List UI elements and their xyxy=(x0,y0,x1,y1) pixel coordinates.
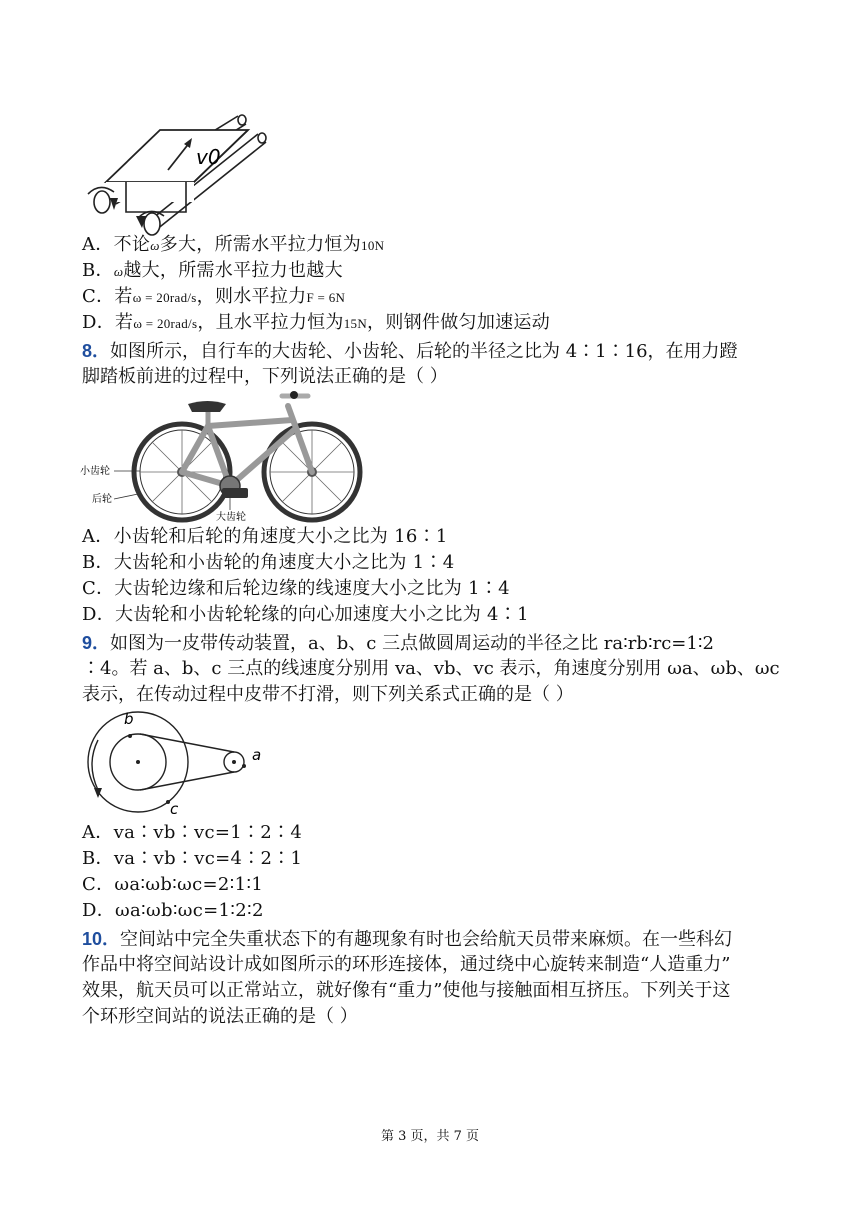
rollers-figure xyxy=(88,112,258,232)
option-letter: B． xyxy=(82,260,114,281)
big-gear-label: 大齿轮 xyxy=(216,512,246,523)
option-value: F = 6N xyxy=(306,290,346,305)
option-letter: A． xyxy=(82,234,114,255)
option-text: 不论 xyxy=(113,234,151,255)
q8-stem-line2: 脚踏板前进的过程中，下列说法正确的是（ ） xyxy=(82,366,448,387)
q9-stem-line3: 表示，在传动过程中皮带不打滑，则下列关系式正确的是（ ） xyxy=(82,684,574,705)
question-number: 9． xyxy=(82,633,111,653)
point-a-label: a xyxy=(252,746,262,764)
bicycle-figure xyxy=(80,390,350,522)
option-symbol: ω = 20rad/s xyxy=(132,290,197,305)
q8-option-d[interactable]: D．大齿轮和小齿轮轮缘的向心加速度大小之比为 4∶1 xyxy=(82,604,529,625)
option-value: 15N xyxy=(343,316,368,331)
option-text: ，则钢件做匀加速运动 xyxy=(367,312,551,333)
question-number: 10． xyxy=(82,929,121,949)
stem-text: 如图所示，自行车的大齿轮、小齿轮、后轮的半径之比为 4∶1∶16，在用力蹬 xyxy=(110,341,738,362)
option-text: 越大，所需水平拉力也越大 xyxy=(123,260,343,281)
q7-option-c[interactable] xyxy=(82,284,345,311)
option-letter: C． xyxy=(82,286,115,307)
option-text: 多大，所需水平拉力恒为 xyxy=(159,234,362,255)
option-symbol: ω xyxy=(113,264,124,279)
option-text: ，则水平拉力 xyxy=(196,286,307,307)
q9-stem-line1 xyxy=(82,630,714,657)
rear-wheel-label: 后轮 xyxy=(92,494,112,505)
stem-text: 如图为一皮带传动装置，a、b、c 三点做圆周运动的半径之比 ra∶rb∶rc=1∶2 xyxy=(110,633,714,654)
question-number: 8． xyxy=(82,341,111,361)
q8-option-a[interactable]: A．小齿轮和后轮的角速度大小之比为 16∶1 xyxy=(82,526,448,547)
q9-option-c[interactable]: C．ωa∶ωb∶ωc=2∶1∶1 xyxy=(82,874,264,895)
q10-stem-line2: 作品中将空间站设计成如图所示的环形连接体，通过绕中心旋转来制造“人造重力” xyxy=(82,954,731,975)
option-text: ，且水平拉力恒为 xyxy=(197,312,344,333)
option-letter: D． xyxy=(82,312,116,333)
option-symbol: ω xyxy=(150,238,160,253)
q9-option-b[interactable]: B．va∶vb∶vc=4∶2∶1 xyxy=(82,848,303,869)
q7-option-b[interactable] xyxy=(82,258,343,285)
q9-option-d[interactable]: D．ωa∶ωb∶ωc=1∶2∶2 xyxy=(82,900,264,921)
q9-option-a[interactable]: A．va∶vb∶vc=1∶2∶4 xyxy=(82,822,303,843)
stem-text: 空间站中完全失重状态下的有趣现象有时也会给航天员带来麻烦。在一些科幻 xyxy=(120,929,733,950)
option-symbol: ω = 20rad/s xyxy=(133,316,198,331)
option-text: 若 xyxy=(114,286,133,307)
option-text: 若 xyxy=(115,312,134,333)
q8-option-b[interactable]: B．大齿轮和小齿轮的角速度大小之比为 1∶4 xyxy=(82,552,455,573)
point-c-label: c xyxy=(170,800,179,818)
q10-stem-line1 xyxy=(82,926,732,953)
point-b-label: b xyxy=(124,710,134,728)
belt-transmission-figure xyxy=(82,710,272,818)
v0-label: v0 xyxy=(196,145,221,169)
option-value: 10N xyxy=(361,238,385,253)
q7-option-a[interactable] xyxy=(82,232,384,259)
q9-stem-line2: ∶4。若 a、b、c 三点的线速度分别用 va、vb、vc 表示，角速度分别用 ωa、ωb、ωc xyxy=(82,658,780,679)
small-gear-label: 小齿轮 xyxy=(80,466,110,477)
q10-stem-line3: 效果，航天员可以正常站立，就好像有“重力”使他与接触面相互挤压。下列关于这 xyxy=(82,980,731,1001)
q7-option-d[interactable] xyxy=(82,310,550,337)
page-footer: 第 3 页，共 7 页 xyxy=(380,1129,480,1144)
q10-stem-line4: 个环形空间站的说法正确的是（ ） xyxy=(82,1006,358,1027)
q8-stem-line1 xyxy=(82,338,738,365)
q8-option-c[interactable]: C．大齿轮边缘和后轮边缘的线速度大小之比为 1∶4 xyxy=(82,578,510,599)
